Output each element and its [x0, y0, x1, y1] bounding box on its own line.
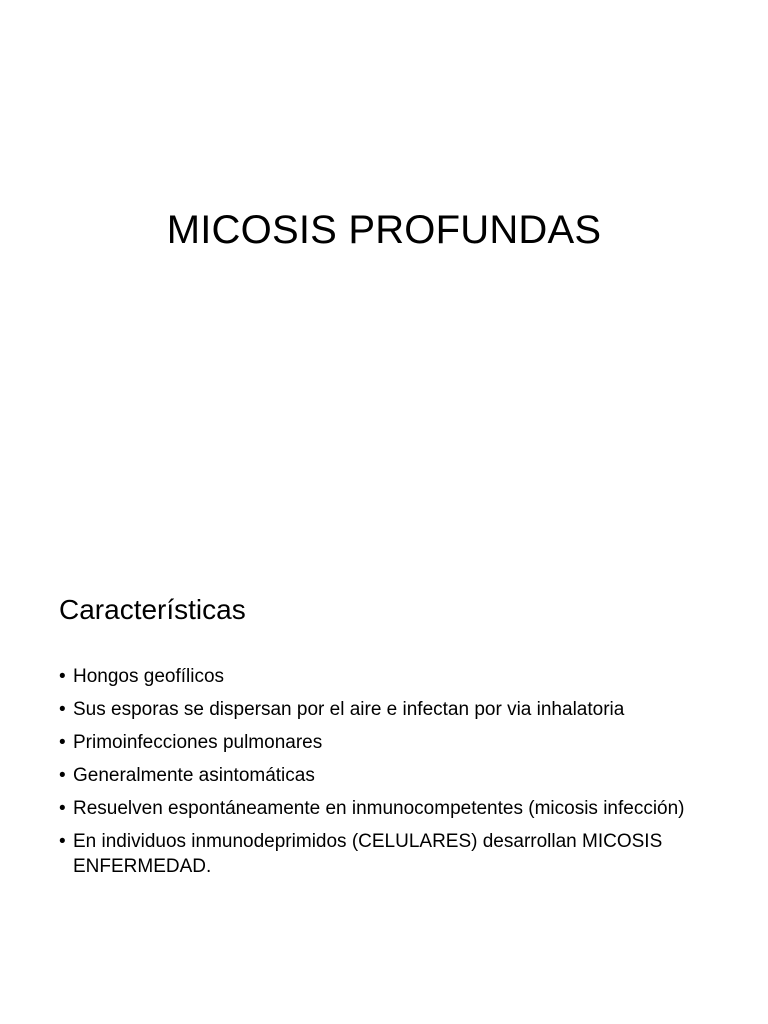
list-item-text: Primoinfecciones pulmonares [73, 732, 323, 753]
list-item [59, 829, 709, 879]
section-heading: Características [59, 594, 246, 625]
bullet-list [59, 664, 709, 887]
bullet-icon: • [59, 732, 66, 753]
list-item-text: Resuelven espontáneamente en inmunocompetentes (micosis infección) [73, 798, 685, 819]
bullet-icon: • [59, 798, 66, 819]
list-item-text: En individuos inmunodeprimidos (CELULARES) desarrollan MICOSIS ENFERMEDAD. [73, 831, 663, 877]
page-title: MICOSIS PROFUNDAS [166, 208, 602, 252]
list-item-text: Sus esporas se dispersan por el aire e infectan por via inhalatoria [73, 699, 625, 720]
bullet-icon: • [59, 666, 66, 687]
list-item [59, 763, 709, 788]
list-item [59, 730, 709, 755]
bullet-icon: • [59, 765, 66, 786]
list-item [59, 664, 709, 689]
list-item [59, 796, 709, 821]
list-item [59, 697, 709, 722]
list-item-text: Generalmente asintomáticas [73, 765, 315, 786]
bullet-icon: • [59, 831, 66, 852]
list-item-text: Hongos geofílicos [73, 666, 225, 687]
bullet-icon: • [59, 699, 66, 720]
